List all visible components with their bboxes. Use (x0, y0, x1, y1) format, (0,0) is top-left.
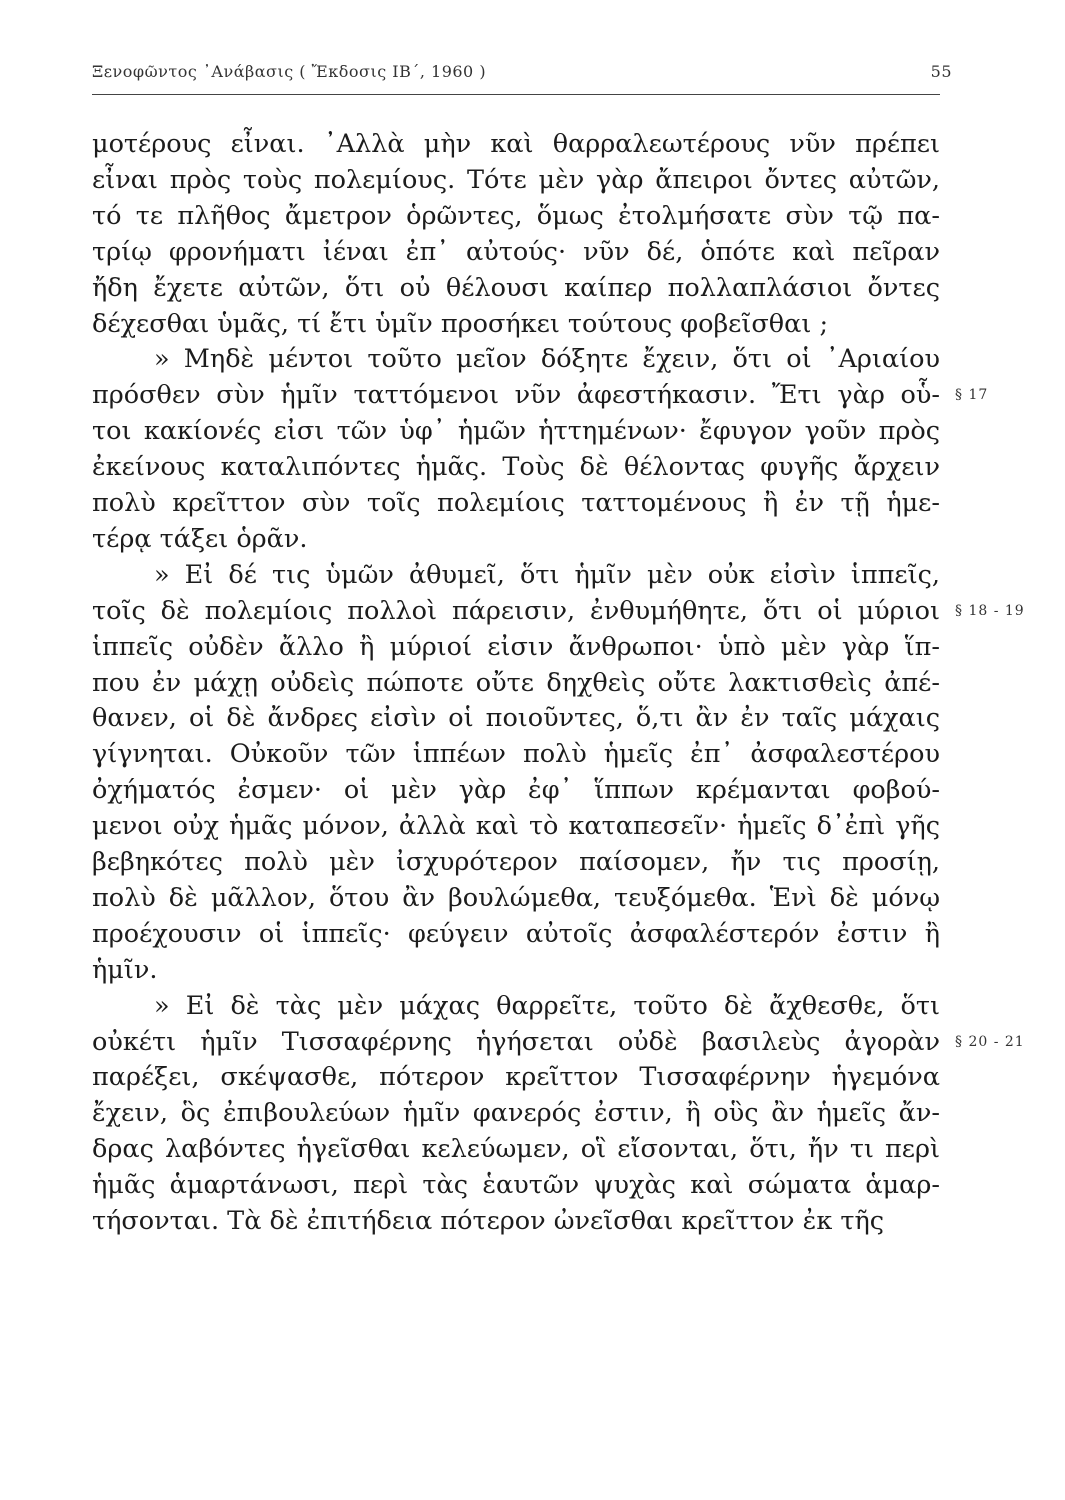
text-line-content: δρας λαβόντες ἡγεῖσθαι κελεύωμεν, οἳ εἴσονται, ὅτι, ἤν τι περὶ (92, 1134, 940, 1165)
text-line-content: μενοι οὐχ ἡμᾶς μόνον, ἀλλὰ καὶ τὸ καταπεσεῖν· ἡμεῖς δ᾿ἐπὶ γῆς (92, 811, 940, 842)
text-line (92, 378, 942, 412)
text-line-content: » Εἰ δὲ τὰς μὲν μάχας θαρρεῖτε, τοῦτο δὲ ἄχθεσθε, ὅτι (154, 990, 940, 1021)
text-line-content: ἐκείνους καταλιπόντες ἡμᾶς. Τοὺς δὲ θέλοντας φυγῆς ἄρχειν (92, 452, 940, 483)
text-line (92, 845, 942, 879)
text-line (92, 1132, 942, 1166)
text-line-content: παρέξει, σκέψασθε, πότερον κρεῖττον Τισσαφέρνην ἡγεμόνα (92, 1062, 940, 1093)
text-line-content: βεβηκότες πολὺ μὲν ἰσχυρότερον παίσομεν, ἤν τις προσίῃ, (92, 847, 940, 877)
header-rule (92, 94, 940, 95)
text-line-content: θανεν, οἱ δὲ ἄνδρες εἰσὶν οἱ ποιοῦντες, ὅ,τι ἂν ἐν ταῖς μάχαις (92, 703, 940, 734)
text-line (92, 773, 942, 807)
text-line (92, 450, 942, 484)
text-line (92, 127, 942, 161)
text-line-content: ἤδη ἔχετε αὐτῶν, ὅτι οὐ θέλουσι καίπερ πολλαπλάσιοι ὄντες (92, 272, 940, 303)
text-line-content: τρίῳ φρονήματι ἰέναι ἐπ᾿ αὐτούς· νῦν δέ, ὁπότε καὶ πεῖραν (92, 236, 940, 267)
text-line (92, 558, 1004, 592)
text-line-content: μοτέρους εἶναι. ᾿Αλλὰ μὴν καὶ θαρραλεωτέρους νῦν πρέπει (92, 129, 940, 159)
text-line-content: » Εἰ δέ τις ὑμῶν ἀθυμεῖ, ὅτι ἡμῖν μὲν οὐκ εἰσὶν ἱππεῖς, (154, 559, 940, 590)
running-header (92, 62, 952, 90)
text-line-content: πολὺ δὲ μᾶλλον, ὅτου ἂν βουλώμεθα, τευξόμεθα. Ἑνὶ δὲ μόνῳ (92, 882, 940, 913)
text-line (92, 917, 942, 951)
text-line (92, 342, 1004, 376)
text-line-content: γίγνηται. Οὐκοῦν τῶν ἱππέων πολὺ ἡμεῖς ἐπ᾿ ἀσφαλεστέρου (92, 739, 940, 770)
text-line-content: πρόσθεν σὺν ἡμῖν ταττόμενοι νῦν ἀφεστήκασιν. Ἔτι γὰρ οὗ- (92, 380, 940, 411)
text-line (92, 701, 942, 735)
text-line-content: » Μηδὲ μέντοι τοῦτο μεῖον δόξητε ἔχειν, ὅτι οἱ ᾿Αριαίου (154, 344, 940, 375)
text-line-content: που ἐν μάχῃ οὐδεὶς πώποτε οὔτε δηχθεὶς οὔτε λακτισθεὶς ἀπέ- (92, 667, 940, 698)
text-line-content: πολὺ κρεῖττον σὺν τοῖς πολεμίοις ταττομένους ἢ ἐν τῇ ἡμε- (92, 488, 940, 518)
text-line-content: οὐκέτι ἡμῖν Τισσαφέρνης ἡγήσεται οὐδὲ βασιλεὺς ἀγορὰν (92, 1026, 940, 1057)
text-line (92, 271, 942, 305)
text-line (92, 630, 942, 664)
text-line-content: τοῖς δὲ πολεμίοις πολλοὶ πάρεισιν, ἐνθυμήθητε, ὅτι οἱ μύριοι (92, 595, 940, 626)
text-line (92, 199, 942, 233)
text-line (92, 1096, 942, 1130)
text-line (92, 235, 942, 269)
text-line-content: ἡμᾶς ἁμαρτάνωσι, περὶ τὰς ἑαυτῶν ψυχὰς καὶ σώματα ἁμαρ- (92, 1170, 940, 1201)
text-line (92, 666, 942, 700)
text-line-content: ἡμῖν. (92, 954, 158, 985)
text-line-content: τήσονται. Τὰ δὲ ἐπιτήδεια πότερον ὠνεῖσθαι κρεῖττον ἐκ τῆς (92, 1206, 885, 1236)
section-marker: § 17 (955, 387, 989, 404)
text-line-content: δέχεσθαι ὑμᾶς, τί ἔτι ὑμῖν προσήκει τούτους φοβεῖσθαι ; (92, 308, 829, 339)
text-line (92, 953, 942, 987)
section-marker: § 20 - 21 (955, 1033, 1025, 1050)
text-line (92, 737, 942, 771)
section-marker: § 18 - 19 (955, 602, 1025, 619)
header-title: Ξενοφῶντος ᾿Ανάβασις ( Ἔκδοσις ΙΒ΄, 1960 ) (92, 62, 487, 81)
text-line-content: τέρᾳ τάξει ὁρᾶν. (92, 523, 308, 554)
text-line (92, 1060, 942, 1094)
text-line (92, 486, 942, 520)
text-line (92, 594, 942, 628)
text-line (92, 307, 942, 341)
text-line-content: ἱππεῖς οὐδὲν ἄλλο ἢ μύριοί εἰσιν ἄνθρωποι· ὑπὸ μὲν γὰρ ἵπ- (92, 631, 940, 662)
text-line (92, 881, 942, 915)
page-number: 55 (930, 62, 952, 81)
text-line (92, 1025, 942, 1059)
text-line (92, 1168, 942, 1202)
text-line (92, 809, 942, 843)
text-line-content: ἔχειν, ὃς ἐπιβουλεύων ἡμῖν φανερός ἐστιν, ἢ οὓς ἂν ἡμεῖς ἄν- (92, 1098, 940, 1129)
text-line-content: τό τε πλῆθος ἄμετρον ὁρῶντες, ὅμως ἐτολμήσατε σὺν τῷ πα- (92, 200, 940, 231)
text-line-content: ὀχήματός ἐσμεν· οἱ μὲν γὰρ ἐφ᾿ ἵππων κρέμανται φοβού- (92, 775, 940, 806)
text-line (92, 522, 942, 556)
text-line-content: προέχουσιν οἱ ἱππεῖς· φεύγειν αὐτοῖς ἀσφαλέστερόν ἐστιν ἢ (92, 918, 940, 949)
text-line (92, 163, 942, 197)
text-line-content: τοι κακίονές εἰσι τῶν ὑφ᾿ ἡμῶν ἡττημένων· ἔφυγον γοῦν πρὸς (92, 416, 940, 447)
text-line-content: εἶναι πρὸς τοὺς πολεμίους. Τότε μὲν γὰρ ἄπειροι ὄντες αὐτῶν, (92, 164, 940, 195)
text-line (92, 1204, 942, 1238)
text-line (92, 989, 1004, 1023)
text-line (92, 414, 942, 448)
